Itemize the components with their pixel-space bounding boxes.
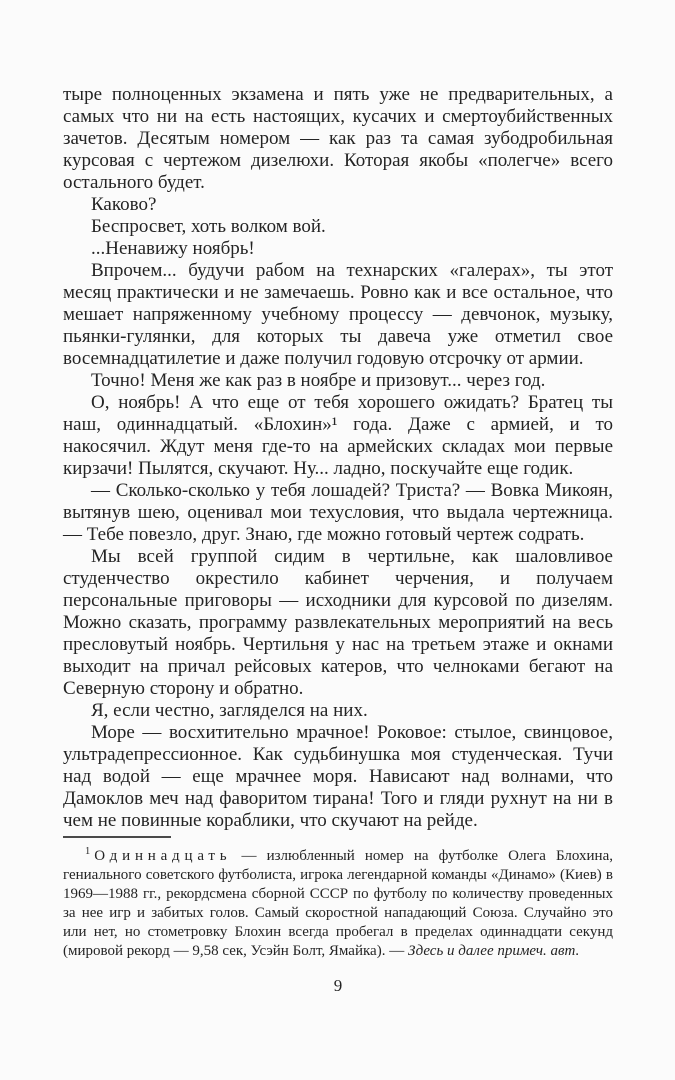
body-paragraph: Впрочем... будучи рабом на технарских «галерах», ты этот месяц практически и не замечаешь. Ровно как и все остальное, что мешает напряженному учебному процессу — девчонок, музыку, пьянки-гулянки, для которых ты давеча уже отметил свое восемнадцатилетие и даже получил годовую отсрочку от армии. [63, 260, 613, 369]
body-paragraph: Я, если честно, загляделся на них. [91, 700, 368, 721]
footnote-text: — излюбленный номер на футболке Олега Блохина, гениального советского футболиста, игрока легендарной команды «Динамо» (Киев) в 1969—1988 гг., рекордсмена сборной СССР по футболу по количеству проведенных за нее игр и забитых голов. Самый скоростной нападающий Союза. Случайно это или нет, но стометровку Блохин всегда пробегал в пределах одиннадцати секунд (мировой рекорд — 9,58 сек, Усэйн Болт, Ямайка). — [63, 848, 613, 959]
footnote-separator [63, 836, 171, 838]
body-paragraph: Каково? [91, 194, 157, 215]
footnote-marker: 1 [85, 846, 91, 857]
body-paragraph: Мы всей группой сидим в чертильне, как шаловливое студенчество окрестило кабинет черчения, и получаем персональные приговоры — исходники для курсовой по дизелям. Можно сказать, программу развлекательных мероприятий на весь пресловутый ноябрь. Чертильня у нас на третьем этаже и окнами выходит на причал рейсовых катеров, что челноками бегают на Северную сторону и обратно. [63, 546, 613, 699]
footnote-term: Одиннадцать [94, 848, 232, 864]
body-paragraph: Море — восхитительно мрачное! Роковое: стылое, свинцовое, ультрадепрессионное. Как судьбинушка моя студенческая. Тучи над водой — еще мрачнее моря. Нависают над волнами, что Дамоклов меч над фаворитом тирана! Того и гляди рухнут на ни в чем не повинные кораблики, что скучают на рейде. [63, 722, 613, 831]
footnote-author-note: Здесь и далее примеч. авт. [407, 943, 580, 959]
body-paragraph: О, ноябрь! А что еще от тебя хорошего ожидать? Братец ты наш, одиннадцатый. «Блохин»¹ года. Даже с армией, и то накосячил. Ждут меня где-то на армейских складах мои первые кирзачи! Пылятся, скучают. Ну... ладно, поскучайте еще годик. [63, 392, 613, 479]
page-number: 9 [333, 976, 343, 995]
body-paragraph: Беспросвет, хоть волком вой. [91, 216, 326, 237]
body-paragraph: Точно! Меня же как раз в ноябре и призовут... через год. [91, 370, 546, 391]
footnote [63, 847, 613, 961]
body-paragraph: ...Ненавижу ноябрь! [91, 238, 255, 259]
body-paragraph: — Сколько-сколько у тебя лошадей? Триста? — Вовка Микоян, вытянув шею, оценивал мои техусловия, что выдала чертежница. — Тебе повезло, друг. Знаю, где можно готовый чертеж содрать. [63, 480, 613, 545]
page-body-text [63, 84, 613, 832]
body-paragraph: тыре полноценных экзамена и пять уже не предварительных, а самых что ни на есть настоящих, кусачих и смертоубийственных зачетов. Десятым номером — как раз та самая зубодробильная курсовая с чертежом дизелюхи. Которая якобы «полегче» всего остального будет. [63, 84, 613, 193]
